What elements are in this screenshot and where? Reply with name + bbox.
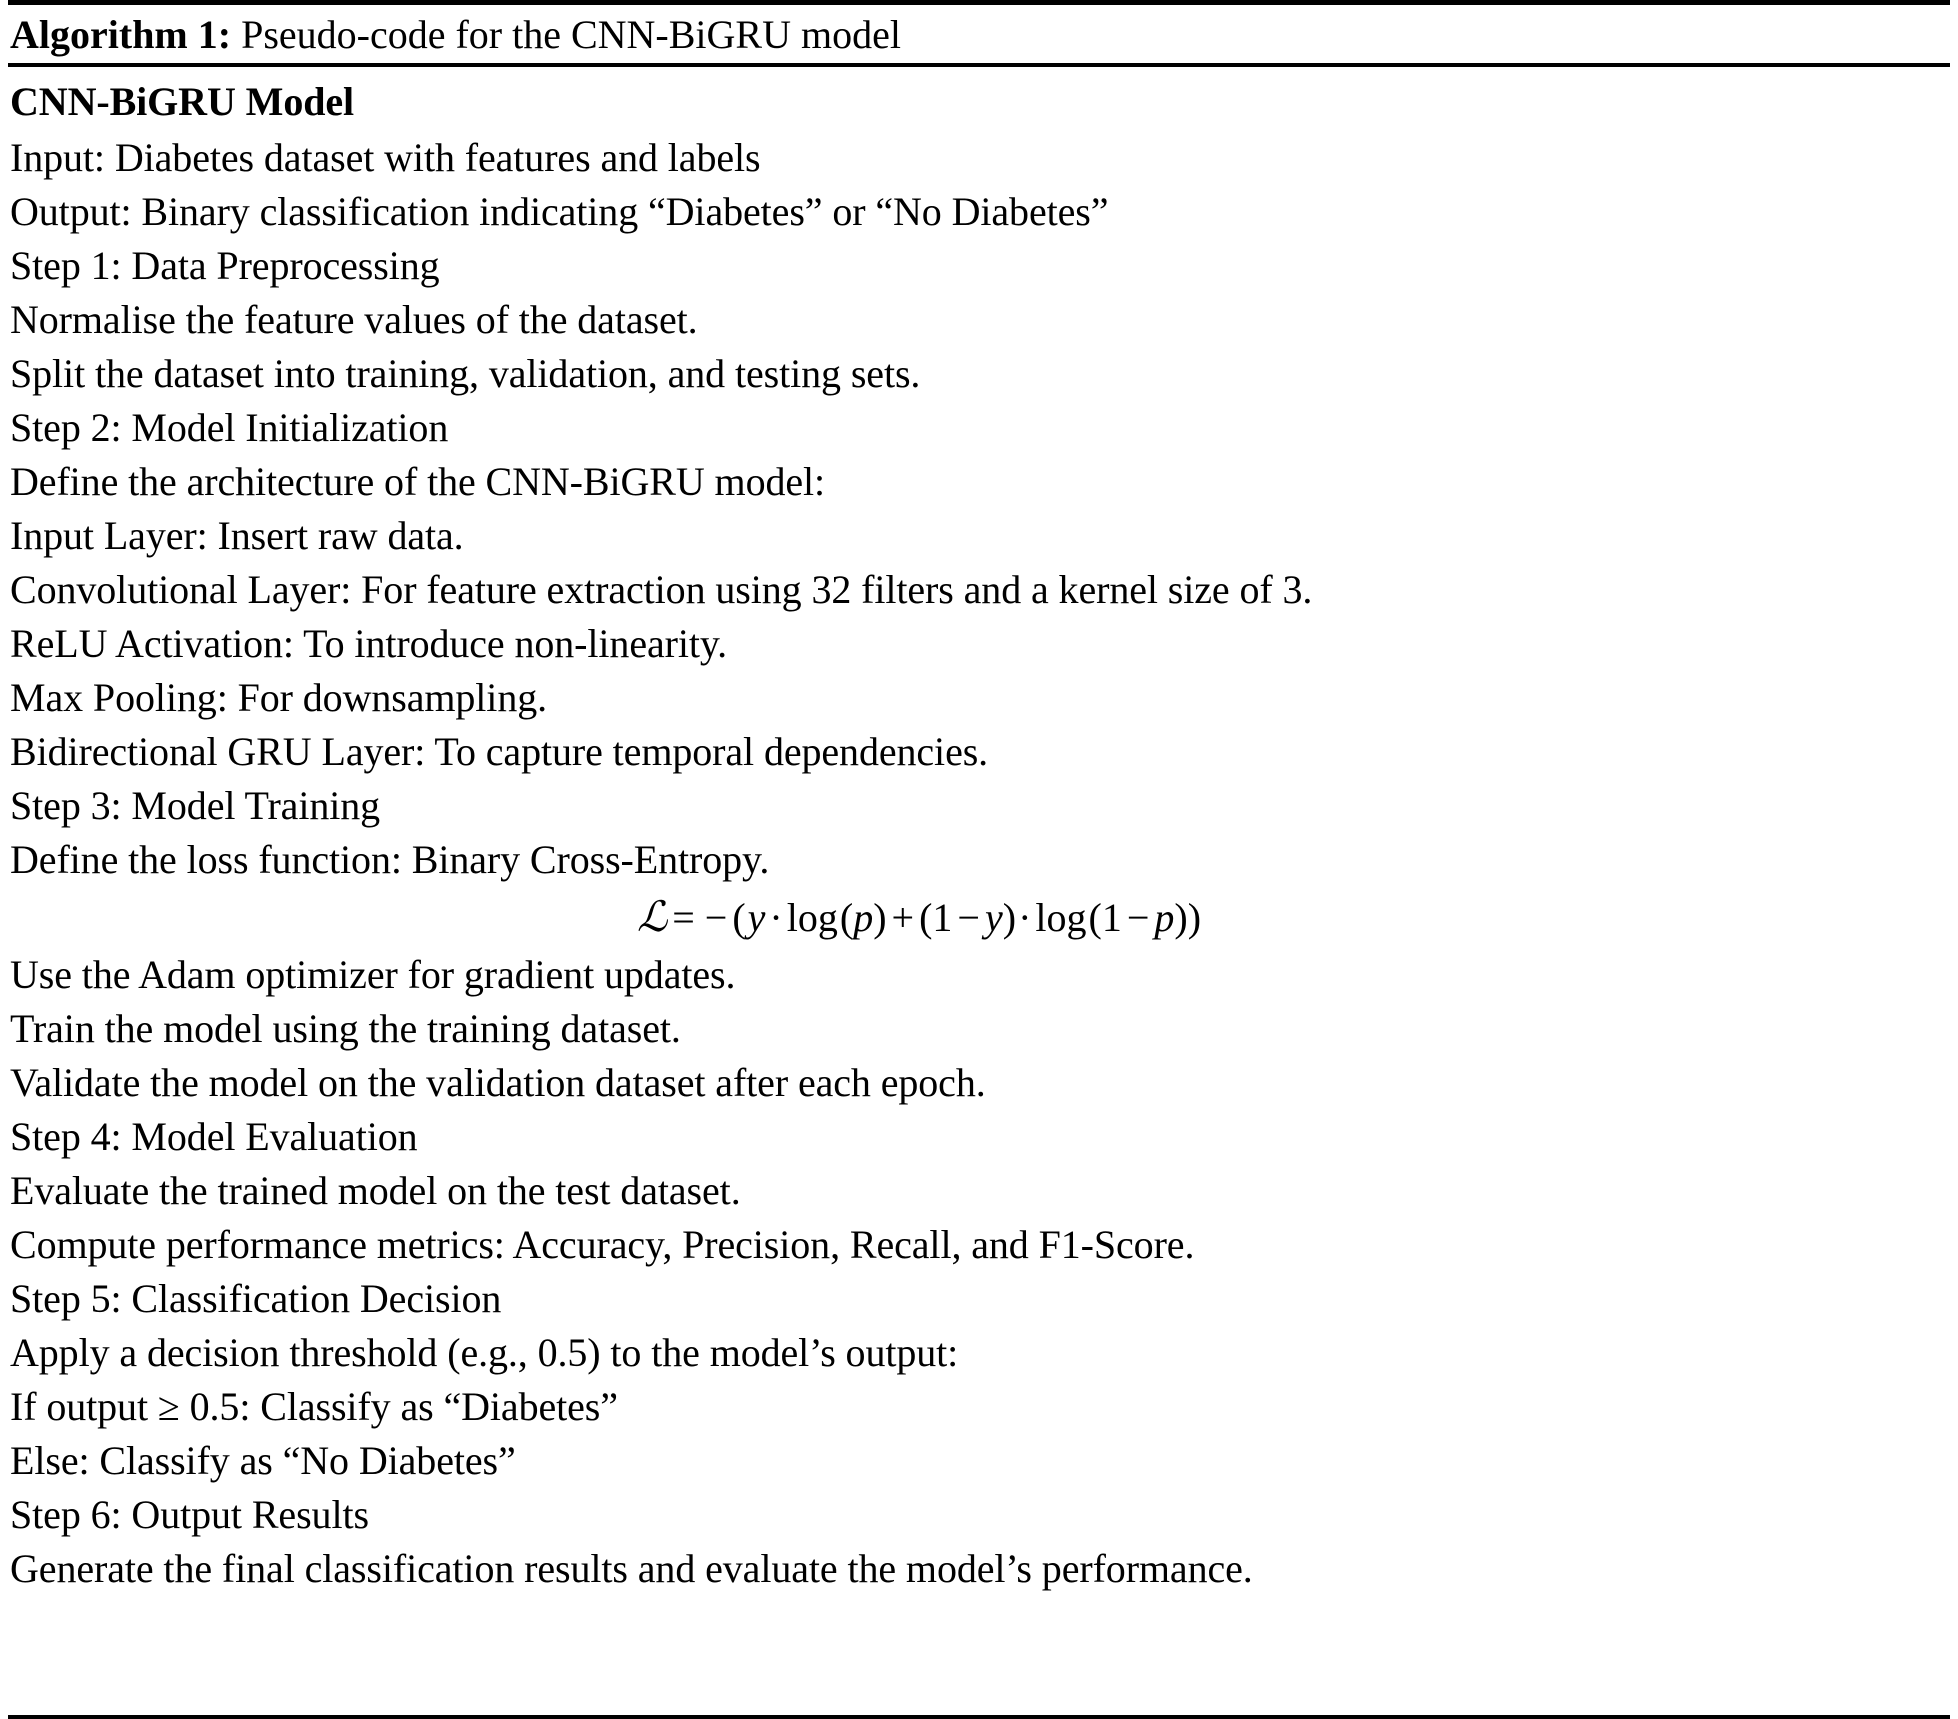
formula-log-first: log	[786, 895, 838, 940]
formula-close-paren-outer: )	[1187, 895, 1202, 940]
formula-one-first: 1	[932, 895, 953, 940]
algorithm-line-input-layer: Input Layer: Insert raw data.	[10, 513, 464, 558]
algorithm-line-generate-results: Generate the final classification results and evaluate the model’s performance.	[10, 1546, 1253, 1591]
algorithm-line-conv-layer: Convolutional Layer: For feature extraction using 32 filters and a kernel size of 3.	[10, 567, 1313, 612]
algorithm-body	[8, 67, 1950, 1596]
algorithm-line-threshold: Apply a decision threshold (e.g., 0.5) to the model’s output:	[10, 1330, 959, 1375]
algorithm-line-split: Split the dataset into training, validation, and testing sets.	[10, 351, 921, 396]
formula-log-second: log	[1035, 895, 1087, 940]
algorithm-heading: CNN-BiGRU Model	[10, 79, 355, 124]
algorithm-caption-text: Pseudo-code for the CNN-BiGRU model	[231, 12, 901, 57]
algorithm-line-step1: Step 1: Data Preprocessing	[10, 243, 440, 288]
formula-one-second: 1	[1101, 895, 1122, 940]
formula-equals: =	[672, 895, 695, 940]
algorithm-line-bigru: Bidirectional GRU Layer: To capture temporal dependencies.	[10, 729, 989, 774]
algorithm-line-step5: Step 5: Classification Decision	[10, 1276, 502, 1321]
formula-open-paren-p: (	[839, 895, 854, 940]
algorithm-line-step2: Step 2: Model Initialization	[10, 405, 449, 450]
formula-minus-outer: −	[704, 895, 728, 940]
algorithm-line-validate: Validate the model on the validation dataset after each epoch.	[10, 1060, 986, 1105]
formula-minus-1y: −	[957, 895, 980, 940]
algorithm-caption-label: Algorithm 1:	[10, 12, 232, 57]
formula-var-p-second: p	[1154, 895, 1175, 940]
formula-minus-1p: −	[1126, 895, 1150, 940]
formula-close-paren-p: )	[873, 895, 887, 940]
algorithm-line-define-arch: Define the architecture of the CNN-BiGRU model:	[10, 459, 826, 504]
rule-bottom	[8, 1715, 1950, 1719]
formula-close-paren-1y: )	[1002, 895, 1017, 940]
loss-formula	[10, 887, 1948, 948]
algorithm-line-else-no-diabetes: Else: Classify as “No Diabetes”	[10, 1438, 516, 1483]
formula-var-p-first: p	[853, 895, 874, 940]
algorithm-line-maxpool: Max Pooling: For downsampling.	[10, 675, 548, 720]
algorithm-line-if-diabetes: If output ≥ 0.5: Classify as “Diabetes”	[10, 1384, 618, 1429]
algorithm-line-adam: Use the Adam optimizer for gradient updates.	[10, 952, 736, 997]
algorithm-line-input: Input: Diabetes dataset with features and labels	[10, 135, 761, 180]
algorithm-line-train: Train the model using the training dataset.	[10, 1006, 681, 1051]
formula-open-paren-1y: (	[919, 895, 933, 940]
algorithm-line-step3: Step 3: Model Training	[10, 783, 381, 828]
formula-var-y-first: y	[747, 895, 766, 940]
algorithm-line-normalise: Normalise the feature values of the dataset.	[10, 297, 698, 342]
algorithm-line-step4: Step 4: Model Evaluation	[10, 1114, 418, 1159]
formula-plus: +	[891, 895, 915, 940]
algorithm-line-metrics: Compute performance metrics: Accuracy, Precision, Recall, and F1-Score.	[10, 1222, 1195, 1267]
algorithm-line-evaluate: Evaluate the trained model on the test dataset.	[10, 1168, 741, 1213]
formula-dot-second: ·	[1018, 895, 1032, 940]
formula-close-paren-1p: )	[1174, 895, 1188, 940]
formula-dot-first: ·	[769, 895, 783, 940]
formula-open-paren-1p: (	[1088, 895, 1102, 940]
algorithm-line-relu: ReLU Activation: To introduce non-linearity.	[10, 621, 728, 666]
algorithm-line-output: Output: Binary classification indicating “Diabetes” or “No Diabetes”	[10, 189, 1109, 234]
loss-symbol: ℒ	[636, 892, 668, 941]
algorithm-caption	[8, 5, 1950, 63]
algorithm-line-step6: Step 6: Output Results	[10, 1492, 369, 1537]
formula-var-y-second: y	[984, 895, 1003, 940]
formula-open-paren-outer: (	[732, 895, 746, 940]
algorithm-line-loss-fn: Define the loss function: Binary Cross-Entropy.	[10, 837, 770, 882]
